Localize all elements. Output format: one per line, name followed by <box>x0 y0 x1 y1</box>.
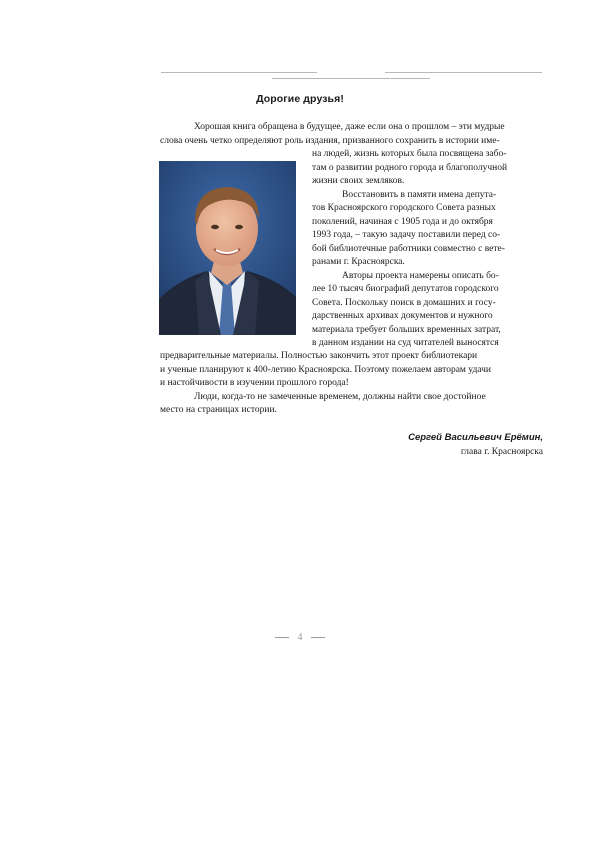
text-line: и настойчивости в изучении прошлого города! <box>160 378 349 388</box>
header-rule-left <box>161 72 317 73</box>
text-line: бой библиотечные работники совместно с вете- <box>312 243 505 254</box>
text-line: и ученые планируют к 400-летию Красноярска. Поэтому пожелаем авторам удачи <box>160 364 491 375</box>
text-line: Совета. Поскольку поиск в домашних и госу- <box>312 297 496 308</box>
text-line: на людей, жизнь которых была посвящена забо- <box>312 149 507 159</box>
text-line: жизни своих земляков. <box>312 176 405 186</box>
text-line: материала требует больших временных затрат, <box>312 324 501 335</box>
text-line: Восстановить в памяти имена депута- <box>342 189 497 200</box>
text-line: предварительные материалы. Полностью закончить этот проект библиотекари <box>160 351 478 361</box>
header-rule-right <box>385 72 542 73</box>
header-rule-center <box>272 78 430 79</box>
text-line: Хорошая книга обращена в будущее, даже если она о прошлом – эти мудрые <box>194 122 505 132</box>
footer-dash-right <box>311 637 325 638</box>
text-line: тов Красноярского городского Совета разных <box>312 203 496 213</box>
text-line: 1993 года, – такую задачу поставили перед со- <box>312 230 501 240</box>
text-line: дарственных архивах документов и нужного <box>312 311 493 321</box>
text-wide-bottom <box>160 350 543 418</box>
text-wide-top <box>160 121 543 148</box>
signature-block <box>408 431 543 459</box>
text-line: в данном издании на суд читателей выносятся <box>312 338 499 348</box>
page-number-footer <box>0 632 600 643</box>
author-portrait <box>159 161 296 335</box>
text-line: поколений, начиная с 1905 года и до октября <box>312 216 493 227</box>
text-line: Люди, когда-то не замеченные временем, должны найти свое достойное <box>194 391 486 402</box>
text-line: слова очень четко определяют роль издания, призванного сохранить в истории име- <box>160 135 500 146</box>
page-heading: Дорогие друзья! <box>256 93 344 105</box>
footer-dash-left <box>275 637 289 638</box>
signature-name: Сергей Васильевич Ерёмин, <box>408 432 543 443</box>
signature-title: глава г. Красноярска <box>460 447 543 457</box>
text-line: лее 10 тысяч биографий депутатов городского <box>312 284 499 294</box>
text-line: место на страницах истории. <box>160 405 277 415</box>
text-line: Авторы проекта намерены описать бо- <box>342 270 499 281</box>
text-line: там о развитии родного города и благополучной <box>312 162 508 173</box>
text-narrow-column <box>312 148 543 351</box>
text-line: ранами г. Красноярска. <box>312 257 405 267</box>
page-number: 4 <box>297 632 303 643</box>
